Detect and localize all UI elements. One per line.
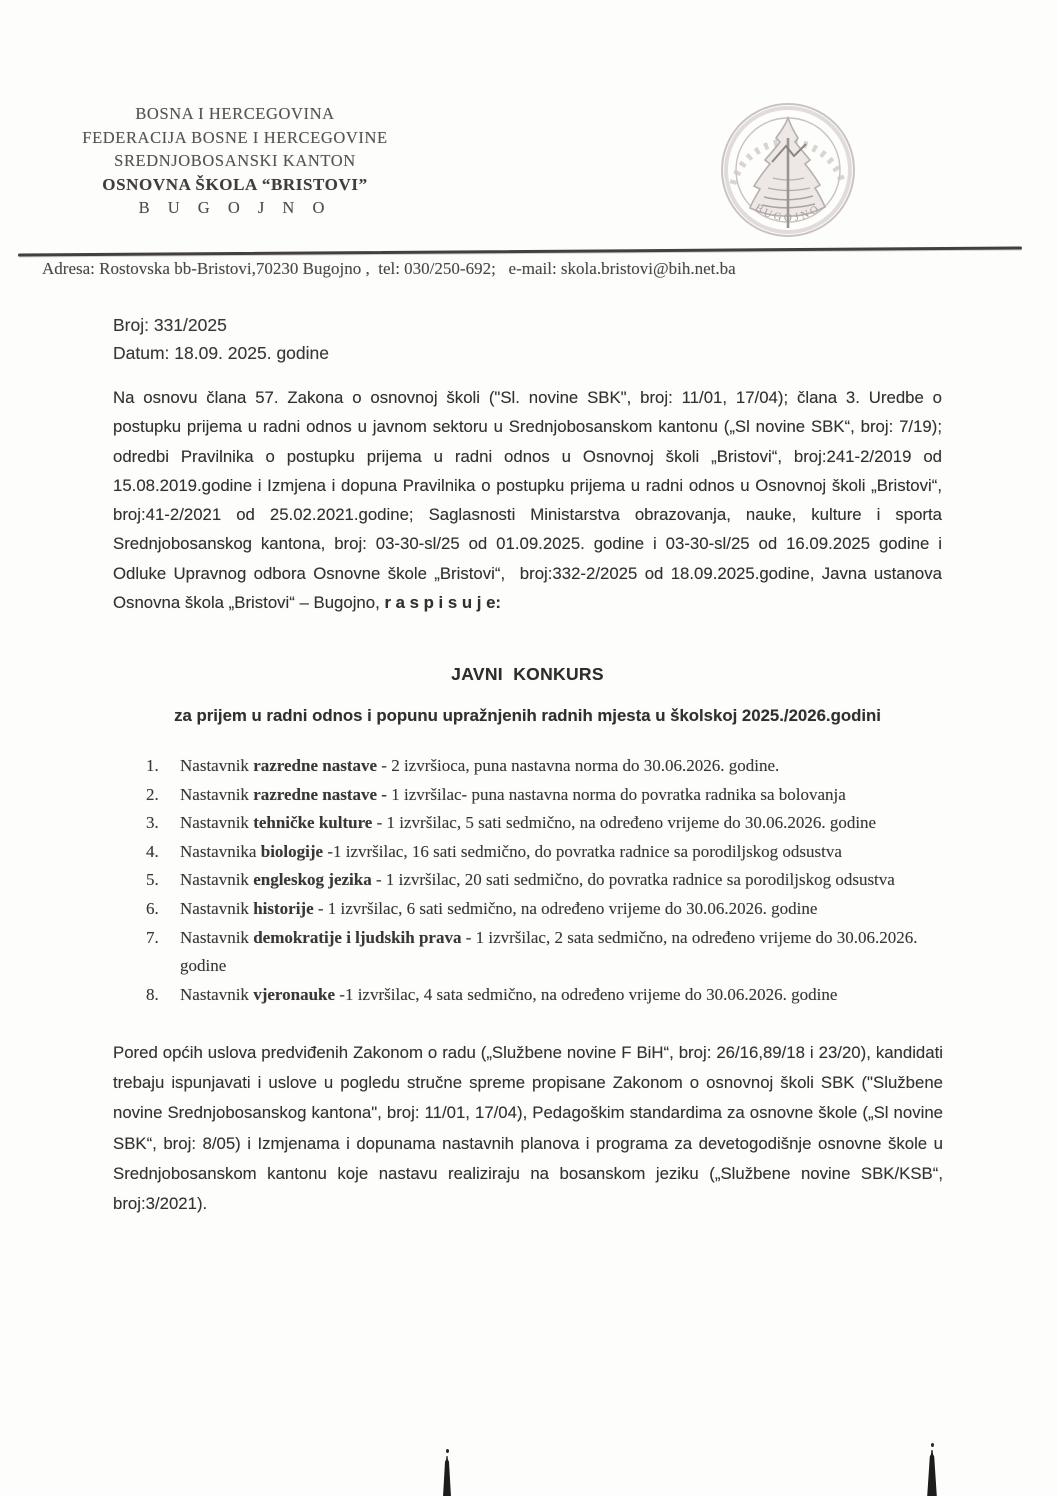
vacancy-item-5 bbox=[146, 866, 946, 895]
vacancy-text: Nastavnik vjeronauke -1 izvršilac, 4 sata sedmično, na određeno vrijeme do 30.06.2026. godine bbox=[180, 984, 838, 1004]
vacancy-text: Nastavnik historije - 1 izvršilac, 6 sati sedmično, na određeno vrijeme do 30.06.2026. godine bbox=[180, 898, 818, 918]
vacancy-text: Nastavnik tehničke kulture - 1 izvršilac, 5 sati sedmično, na određeno vrijeme do 30.06.2026. godine bbox=[180, 813, 877, 833]
letterhead-city: B U G O J N O bbox=[138, 198, 332, 217]
scan-artifact-right bbox=[922, 1450, 942, 1496]
vacancy-item-7 bbox=[146, 924, 946, 981]
vacancy-item-6 bbox=[146, 895, 946, 924]
vacancy-number: 3. bbox=[146, 813, 159, 833]
vacancy-text: Nastavnik engleskog jezika - 1 izvršilac, 20 sati sedmično, do povratka radnice sa porodiljskog odsustva bbox=[180, 870, 895, 890]
document-number: Broj: 331/2025 bbox=[113, 315, 227, 335]
vacancy-number: 7. bbox=[146, 927, 159, 947]
vacancy-number: 8. bbox=[146, 984, 159, 1004]
vacancy-item-8 bbox=[146, 981, 946, 1010]
vacancy-number: 4. bbox=[146, 841, 159, 861]
reference-block bbox=[113, 311, 329, 367]
seal-birch-leaf-icon bbox=[716, 98, 860, 242]
letterhead-canton: SREDNJOBOSANSKI KANTON bbox=[114, 151, 356, 170]
document-date: Datum: 18.09. 2025. godine bbox=[113, 343, 329, 363]
vacancy-item-4 bbox=[146, 838, 946, 867]
letterhead-country: BOSNA I HERCEGOVINA bbox=[135, 104, 335, 123]
letterhead-school-name: OSNOVNA ŠKOLA “BRISTOVI” bbox=[102, 174, 368, 194]
school-seal bbox=[716, 98, 860, 242]
letterhead-divider-rule bbox=[18, 246, 1022, 256]
scan-artifact-left bbox=[438, 1456, 456, 1496]
vacancy-item-2 bbox=[146, 781, 946, 810]
vacancy-item-1 bbox=[146, 752, 946, 781]
vacancy-text: Nastavnik demokratije i ljudskih prava - 1 izvršilac, 2 sata sedmično, na određeno vrijeme do 30.06.2026. godine bbox=[180, 927, 918, 976]
conditions-paragraph: Pored općih uslova predviđenih Zakonom o radu („Službene novine F BiH“, broj: 26/16,89/18 i 23/20), kandidati trebaju ispunjavati i uslove u pogledu stručne spreme propisane Zakonom o osnovnoj školi SBK ("Službene novine Srednjobosanskog kantona", broj: 11/01, 17/04), Pedagoškim standardima za osnovne škole („Sl novine SBK“, broj: 8/05) i Izmjenama i dopunama nastavnih planova i programa za devetogodišnje osnovne škole u Srednjobosanskom kantonu koje nastavu realiziraju na bosanskom jeziku („Službene novine SBK/KSB“, broj:3/2021). bbox=[113, 1043, 948, 1214]
vacancy-text: Nastavnik razredne nastave - 1 izvršilac- puna nastavna norma do povratka radnika sa bolovanja bbox=[180, 784, 846, 804]
vacancy-number: 5. bbox=[146, 870, 159, 890]
letterhead-federation: FEDERACIJA BOSNE I HERCEGOVINE bbox=[82, 127, 388, 147]
vacancy-number: 1. bbox=[146, 756, 159, 775]
vacancy-item-3 bbox=[146, 809, 946, 838]
legal-preamble-paragraph: Na osnovu člana 57. Zakona o osnovnoj školi ("Sl. novine SBK", broj: 11/01, 17/04); člana 3. Uredbe o postupku prijema u radni odnos u javnom sektoru u Srednjobosanskom kantonu („Sl novine SBK“, broj: 7/19); odredbi Pravilnika o postupku prijema u radni odnos u Osnovnoj školi „Bristovi“, broj:241-2/2019 od 15.08.2019.godine i Izmjena i dopuna Pravilnika o postupku prijema u radni odnos u Osnovnoj školi „Bristovi“, broj:41-2/2021 od 25.02.2021.godine; Saglasnosti Ministarstva obrazovanja, nauke, kulture i sporta Srednjobosanskog kantona, broj: 03-30-sl/25 od 01.09.2025. godine i 03-30-sl/25 od 16.09.2025 godine i Odluke Upravnog odbora Osnovne škole „Bristovi“, broj:332-2/2025 od 18.09.2025.godine, Javna ustanova Osnovna škola „Bristovi“ – Bugojno, r a s p i s u j e: bbox=[113, 388, 952, 613]
document-title: JAVNI KONKURS bbox=[451, 664, 604, 684]
seal-bottom-text: BUGOJNO bbox=[752, 201, 824, 225]
scan-artifact-left-dot bbox=[446, 1449, 449, 1453]
letterhead bbox=[52, 102, 418, 220]
vacancy-number: 2. bbox=[146, 784, 159, 804]
document-subtitle: za prijem u radni odnos i popunu upražnjenih radnih mjesta u školskoj 2025./2026.godini bbox=[174, 706, 881, 725]
vacancy-number: 6. bbox=[146, 898, 159, 918]
contact-line: Adresa: Rostovska bb-Bristovi,70230 Bugojno , tel: 030/250-692; e-mail: skola.bristovi@bih.net.ba bbox=[42, 259, 736, 278]
vacancy-list bbox=[146, 752, 946, 1009]
vacancy-text: Nastavnik razredne nastave - 2 izvršioca, puna nastavna norma do 30.06.2026. godine. bbox=[180, 756, 780, 775]
scan-artifact-right-dot bbox=[931, 1443, 934, 1447]
vacancy-text: Nastavnika biologije -1 izvršilac, 16 sati sedmično, do povratka radnice sa porodiljskog odsustva bbox=[180, 841, 842, 861]
